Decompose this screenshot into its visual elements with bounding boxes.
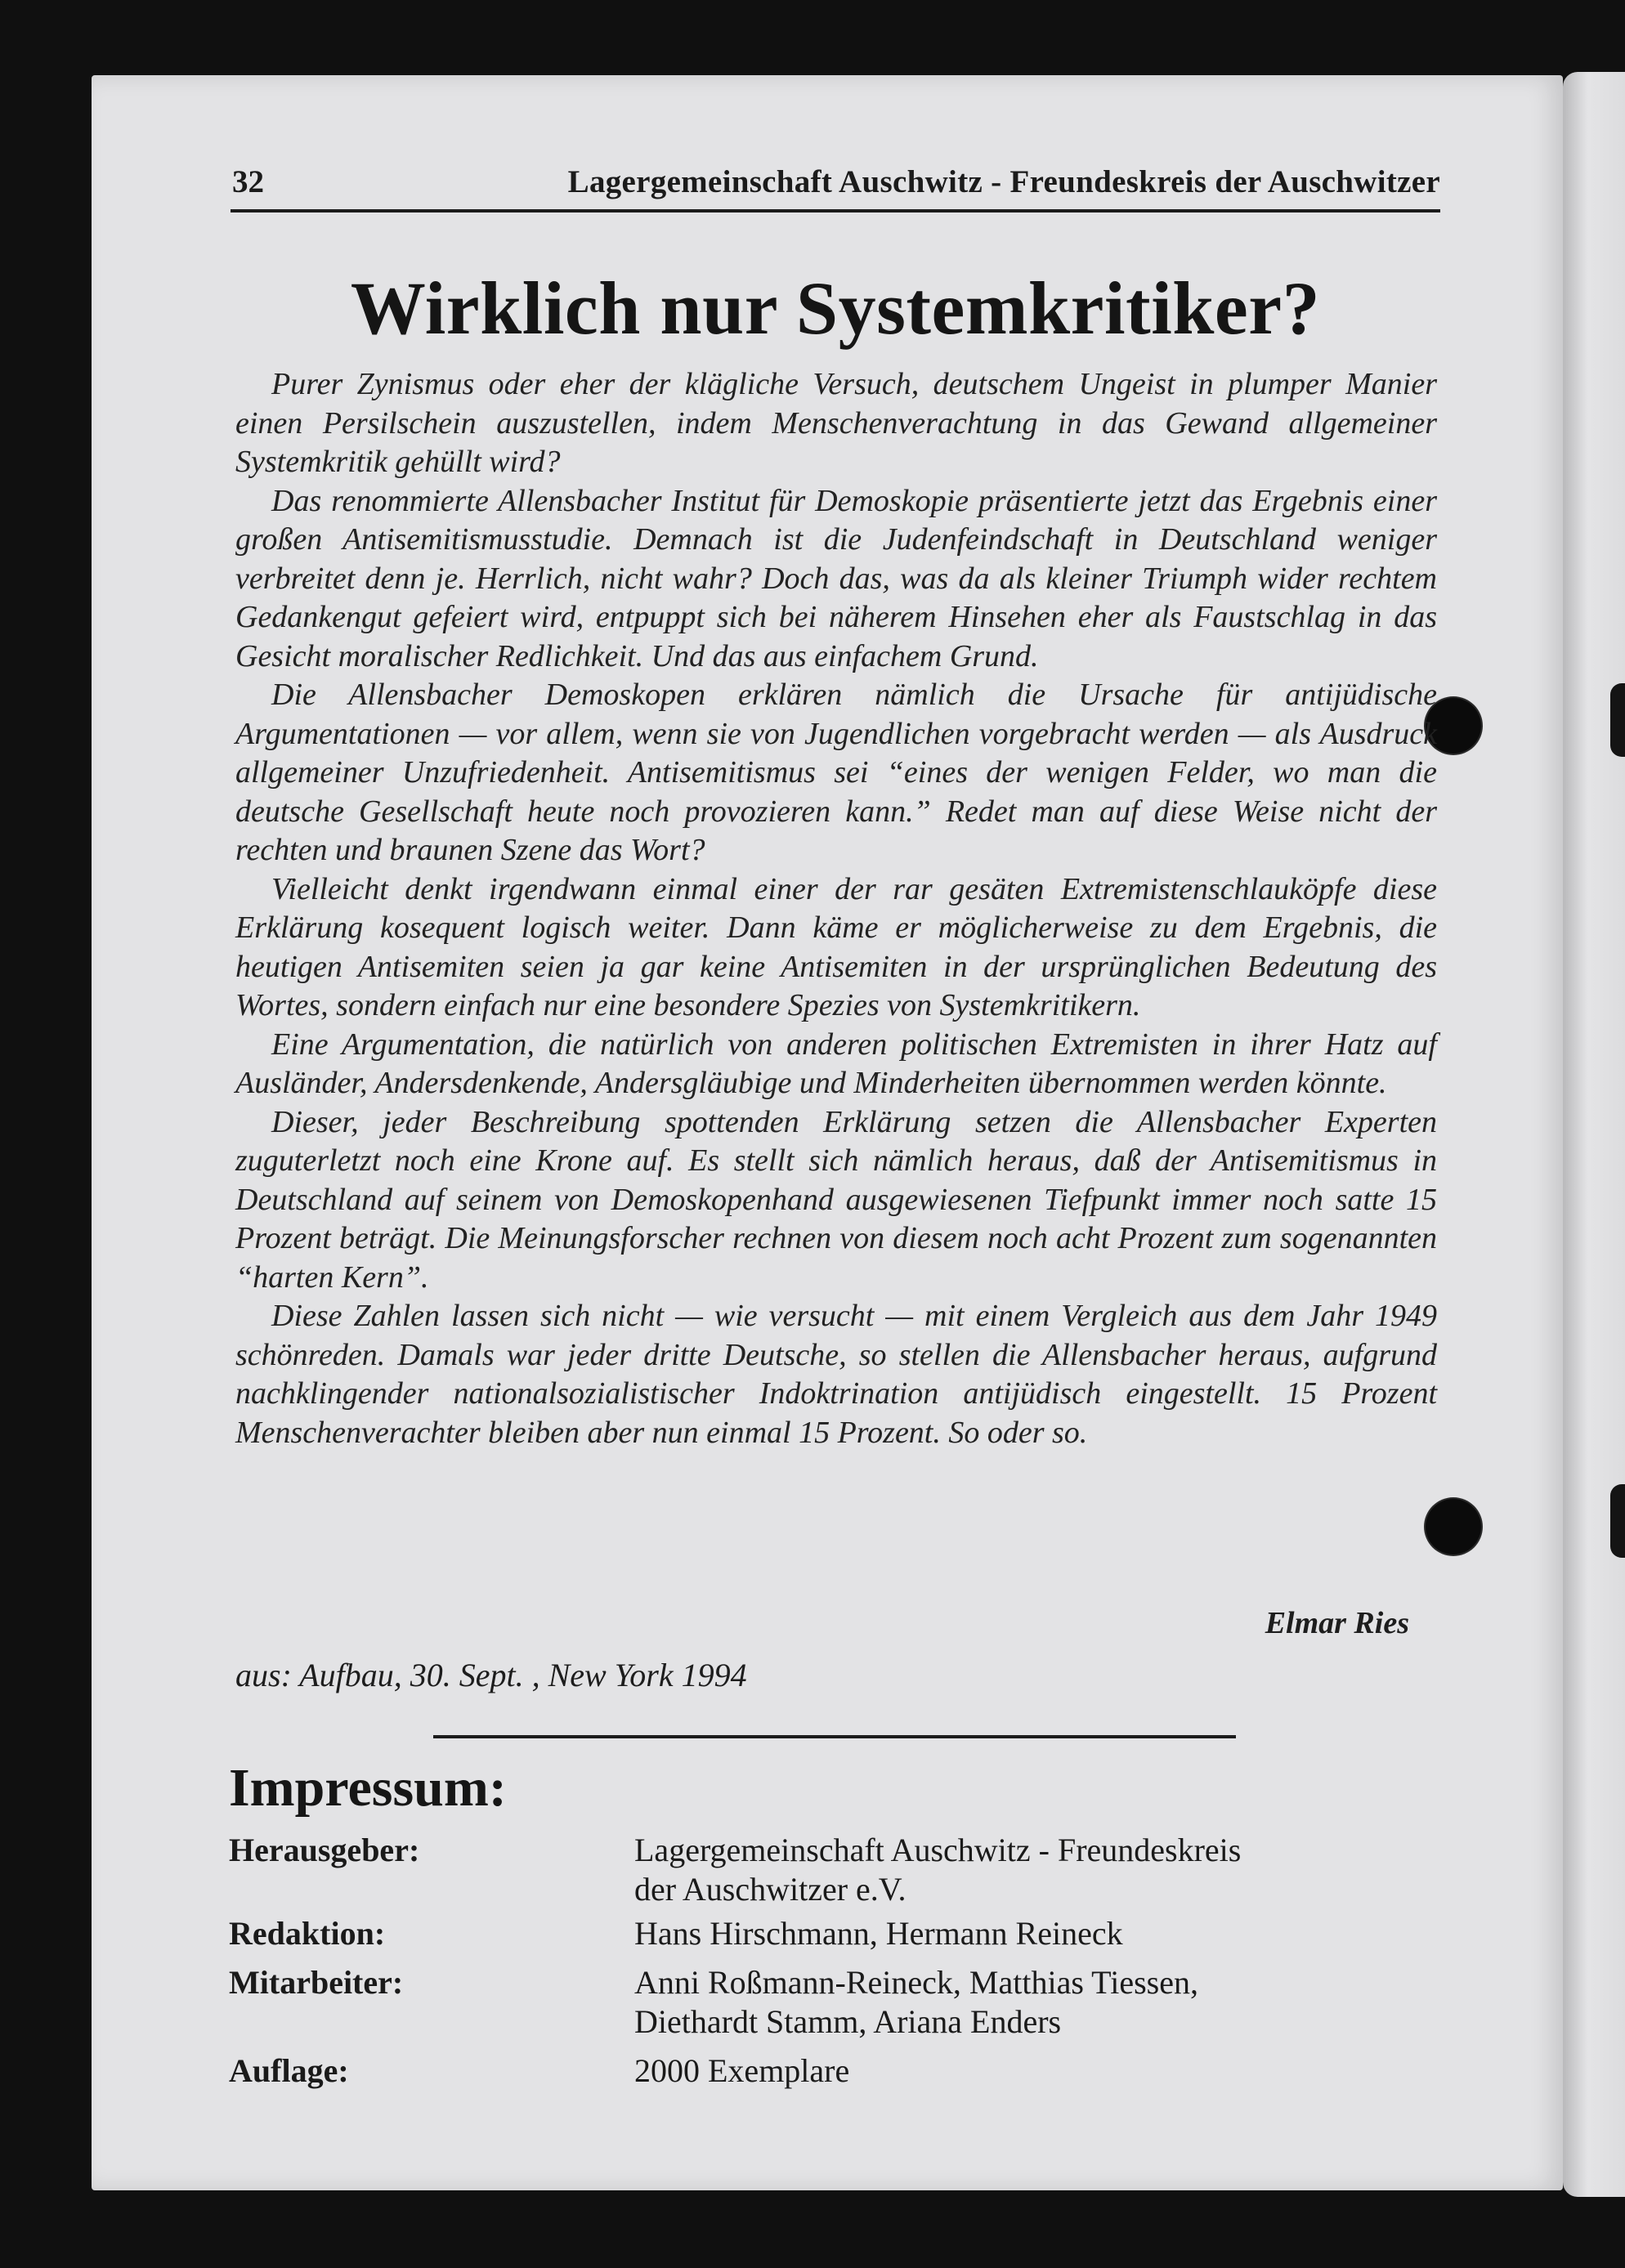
imprint-label: Herausgeber: — [229, 1832, 420, 1868]
imprint-value — [634, 1963, 1419, 2042]
paragraph: Diese Zahlen lassen sich nicht — wie versucht — mit einem Vergleich aus dem Jahr 1949 schönreden. Damals war jeder dritte Deutsche, so stellen die Allensbacher heraus, aufgrund nachklingender nationalsozialistischer Indoktrination antijüdisch eingestellt. 15 Prozent Menschenverachter bleiben aber nun einmal 15 Prozent. So oder so. — [235, 1299, 1437, 1450]
imprint-label: Auflage: — [229, 2052, 349, 2089]
punch-hole-edge — [1610, 1484, 1625, 1558]
paragraph: Eine Argumentation, die natürlich von anderen politischen Extremisten in ihrer Hatz auf Ausländer, Andersdenkende, Andersgläubige und Minderheiten übernommen werden könnte. — [235, 1027, 1437, 1100]
paragraph: Vielleicht denkt irgendwann einmal einer der rar gesäten Extremistenschlauköpfe diese Erklärung kosequent logisch weiter. Dann käme er möglicherweise zu dem Ergebnis, die heutigen Antisemiten seien ja gar keine Antisemiten in der ursprünglichen Bedeutung des Wortes, sondern einfach nur eine besondere Spezies von Systemkritikern. — [235, 871, 1437, 1022]
adjacent-page-edge — [1563, 72, 1625, 2197]
imprint-value-line: Anni Roßmann-Reineck, Matthias Tiessen, — [634, 1964, 1198, 2001]
imprint-value-line: der Auschwitzer e.V. — [634, 1871, 907, 1908]
imprint-value-line: Lagergemeinschaft Auschwitz - Freundeskreis — [634, 1832, 1242, 1868]
imprint-value — [634, 1831, 1419, 1909]
imprint-title: Impressum: — [229, 1758, 507, 1818]
imprint-value — [634, 2051, 1419, 2091]
page-number: 32 — [232, 164, 264, 199]
punch-hole-edge — [1610, 683, 1625, 757]
imprint-label: Redaktion: — [229, 1915, 386, 1952]
article-source: aus: Aufbau, 30. Sept. , New York 1994 — [235, 1657, 747, 1693]
imprint-label: Mitarbeiter: — [229, 1964, 404, 2001]
page-header — [231, 157, 1440, 212]
paragraph: Dieser, jeder Beschreibung spottenden Erklärung setzen die Allensbacher Experten zuguterletzt noch eine Krone auf. Es stellt sich nämlich heraus, daß der Antisemitismus in Deutschland auf seinem von Demoskopenhand ausgewiesenen Tiefpunkt immer noch satte 15 Prozent beträgt. Die Meinungsforscher rechnen von diesem noch acht Prozent zum sogenannten “harten Kern”. — [235, 1104, 1437, 1295]
paragraph: Das renommierte Allensbacher Institut für Demoskopie präsentierte jetzt das Ergebnis einer großen Antisemitismusstudie. Demnach ist die Judenfeindschaft in Deutschland weniger verbreitet denn je. Herrlich, nicht wahr? Doch das, was da als kleiner Triumph wider rechtem Gedankengut gefeiert wird, entpuppt sich bei näherem Hinsehen eher als Faustschlag in das Gesicht moralischer Redlichkeit. Und das aus einfachem Grund. — [235, 483, 1437, 673]
paragraph: Purer Zynismus oder eher der klägliche Versuch, deutschem Ungeist in plumper Manier einen Persilschein auszustellen, indem Menschenverachtung in das Gewand allgemeiner Systemkritik gehüllt wird? — [235, 367, 1437, 479]
article-body — [235, 365, 1437, 1452]
punch-hole — [1426, 1499, 1481, 1554]
imprint-value — [634, 1914, 1419, 1953]
article-author: Elmar Ries — [1265, 1606, 1409, 1640]
imprint-value-line: Hans Hirschmann, Hermann Reineck — [634, 1915, 1123, 1952]
document-page — [92, 75, 1563, 2190]
article-title: Wirklich nur Systemkritiker? — [350, 266, 1321, 350]
paragraph: Die Allensbacher Demoskopen erklären nämlich die Ursache für antijüdische Argumentationen — vor allem, wenn sie von Jugendlichen vorgebracht werden — als Ausdruck allgemeiner Unzufriedenheit. Antisemitismus sei “eines der wenigen Felder, wo man die deutsche Gesellschaft heute noch provozieren kann.” Redet man auf diese Weise nicht der rechten und braunen Szene das Wort? — [235, 678, 1437, 867]
imprint-value-line: 2000 Exemplare — [634, 2052, 850, 2089]
running-title: Lagergemeinschaft Auschwitz - Freundeskreis der Auschwitzer — [567, 164, 1440, 199]
section-divider — [433, 1735, 1236, 1738]
imprint-value-line: Diethardt Stamm, Ariana Enders — [634, 2003, 1062, 2040]
